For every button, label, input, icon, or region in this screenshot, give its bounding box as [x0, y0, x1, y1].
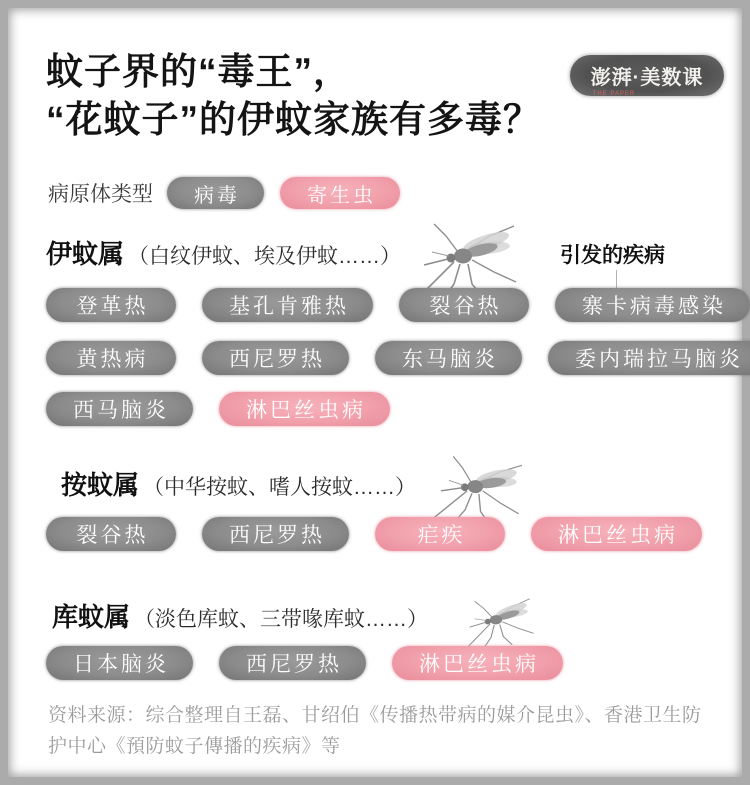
- genus-examples: （白纹伊蚊、埃及伊蚊……）: [128, 245, 402, 268]
- legend-pill-parasite: 寄生虫: [280, 177, 400, 209]
- disease-pill-parasite: 淋巴丝虫病: [392, 646, 563, 680]
- disease-pill-parasite: 淋巴丝虫病: [531, 517, 702, 551]
- genus-examples: （中华按蚊、嗜人按蚊……）: [143, 476, 417, 499]
- disease-pill-virus: 登革热: [46, 288, 176, 322]
- logo-subtext: THE PAPER: [592, 91, 636, 97]
- disease-row: [46, 341, 750, 375]
- disease-row: [46, 646, 563, 680]
- disease-pill-virus: 东马脑炎: [375, 341, 522, 375]
- disease-pill-virus: 黄热病: [46, 341, 176, 375]
- disease-row: [46, 288, 750, 322]
- genus-examples: （淡色库蚊、三带喙库蚊……）: [134, 608, 429, 631]
- disease-pill-virus: 西马脑炎: [46, 392, 193, 426]
- culex-mosquito-photo: [442, 587, 554, 650]
- infographic-card: [8, 8, 742, 777]
- legend-pill-virus: 病毒: [167, 177, 264, 209]
- section-header-anopheles: [61, 465, 416, 502]
- page-title: [46, 48, 541, 144]
- genus-name: 按蚊属: [61, 470, 140, 500]
- disease-pill-virus: 西尼罗热: [202, 341, 349, 375]
- legend-label: 病原体类型: [48, 183, 153, 206]
- disease-pill-virus: 寨卡病毒感染: [555, 288, 750, 322]
- disease-pill-virus: 基孔肯雅热: [202, 288, 373, 322]
- disease-pill-virus: 日本脑炎: [46, 646, 193, 680]
- pathogen-legend: [48, 177, 400, 209]
- genus-name: 伊蚊属: [46, 239, 125, 269]
- disease-pill-parasite: 疟疾: [375, 517, 505, 551]
- section-header-culex: [52, 597, 428, 634]
- thepaper-logo-badge: [570, 55, 724, 96]
- diseases-caused-label: 引发的疾病: [560, 244, 665, 267]
- disease-pill-parasite: 淋巴丝虫病: [219, 392, 390, 426]
- disease-pill-virus: 西尼罗热: [219, 646, 366, 680]
- disease-pill-virus: 委内瑞拉马脑炎: [548, 341, 750, 375]
- title-line-2: “花蚊子”的伊蚊家族有多毒？: [46, 99, 541, 140]
- disease-row: [46, 392, 390, 426]
- section-header-aedes: [46, 234, 401, 271]
- callout-connector-line: [616, 270, 617, 290]
- aedes-mosquito-photo: [404, 210, 528, 300]
- disease-row: [46, 517, 702, 551]
- disease-pill-virus: 裂谷热: [399, 288, 529, 322]
- data-source-note: 资料来源：综合整理自王磊、甘绍伯《传播热带病的媒介昆虫》、香港卫生防护中心《預防蚊子傳播的疾病》等: [48, 705, 702, 757]
- title-line-1: 蚊子界的“毒王”，: [46, 51, 351, 92]
- logo-text: 澎湃·美数课 THE PAPER: [590, 67, 704, 97]
- disease-pill-virus: 西尼罗热: [202, 517, 349, 551]
- disease-pill-virus: 裂谷热: [46, 517, 176, 551]
- genus-name: 库蚊属: [52, 602, 131, 632]
